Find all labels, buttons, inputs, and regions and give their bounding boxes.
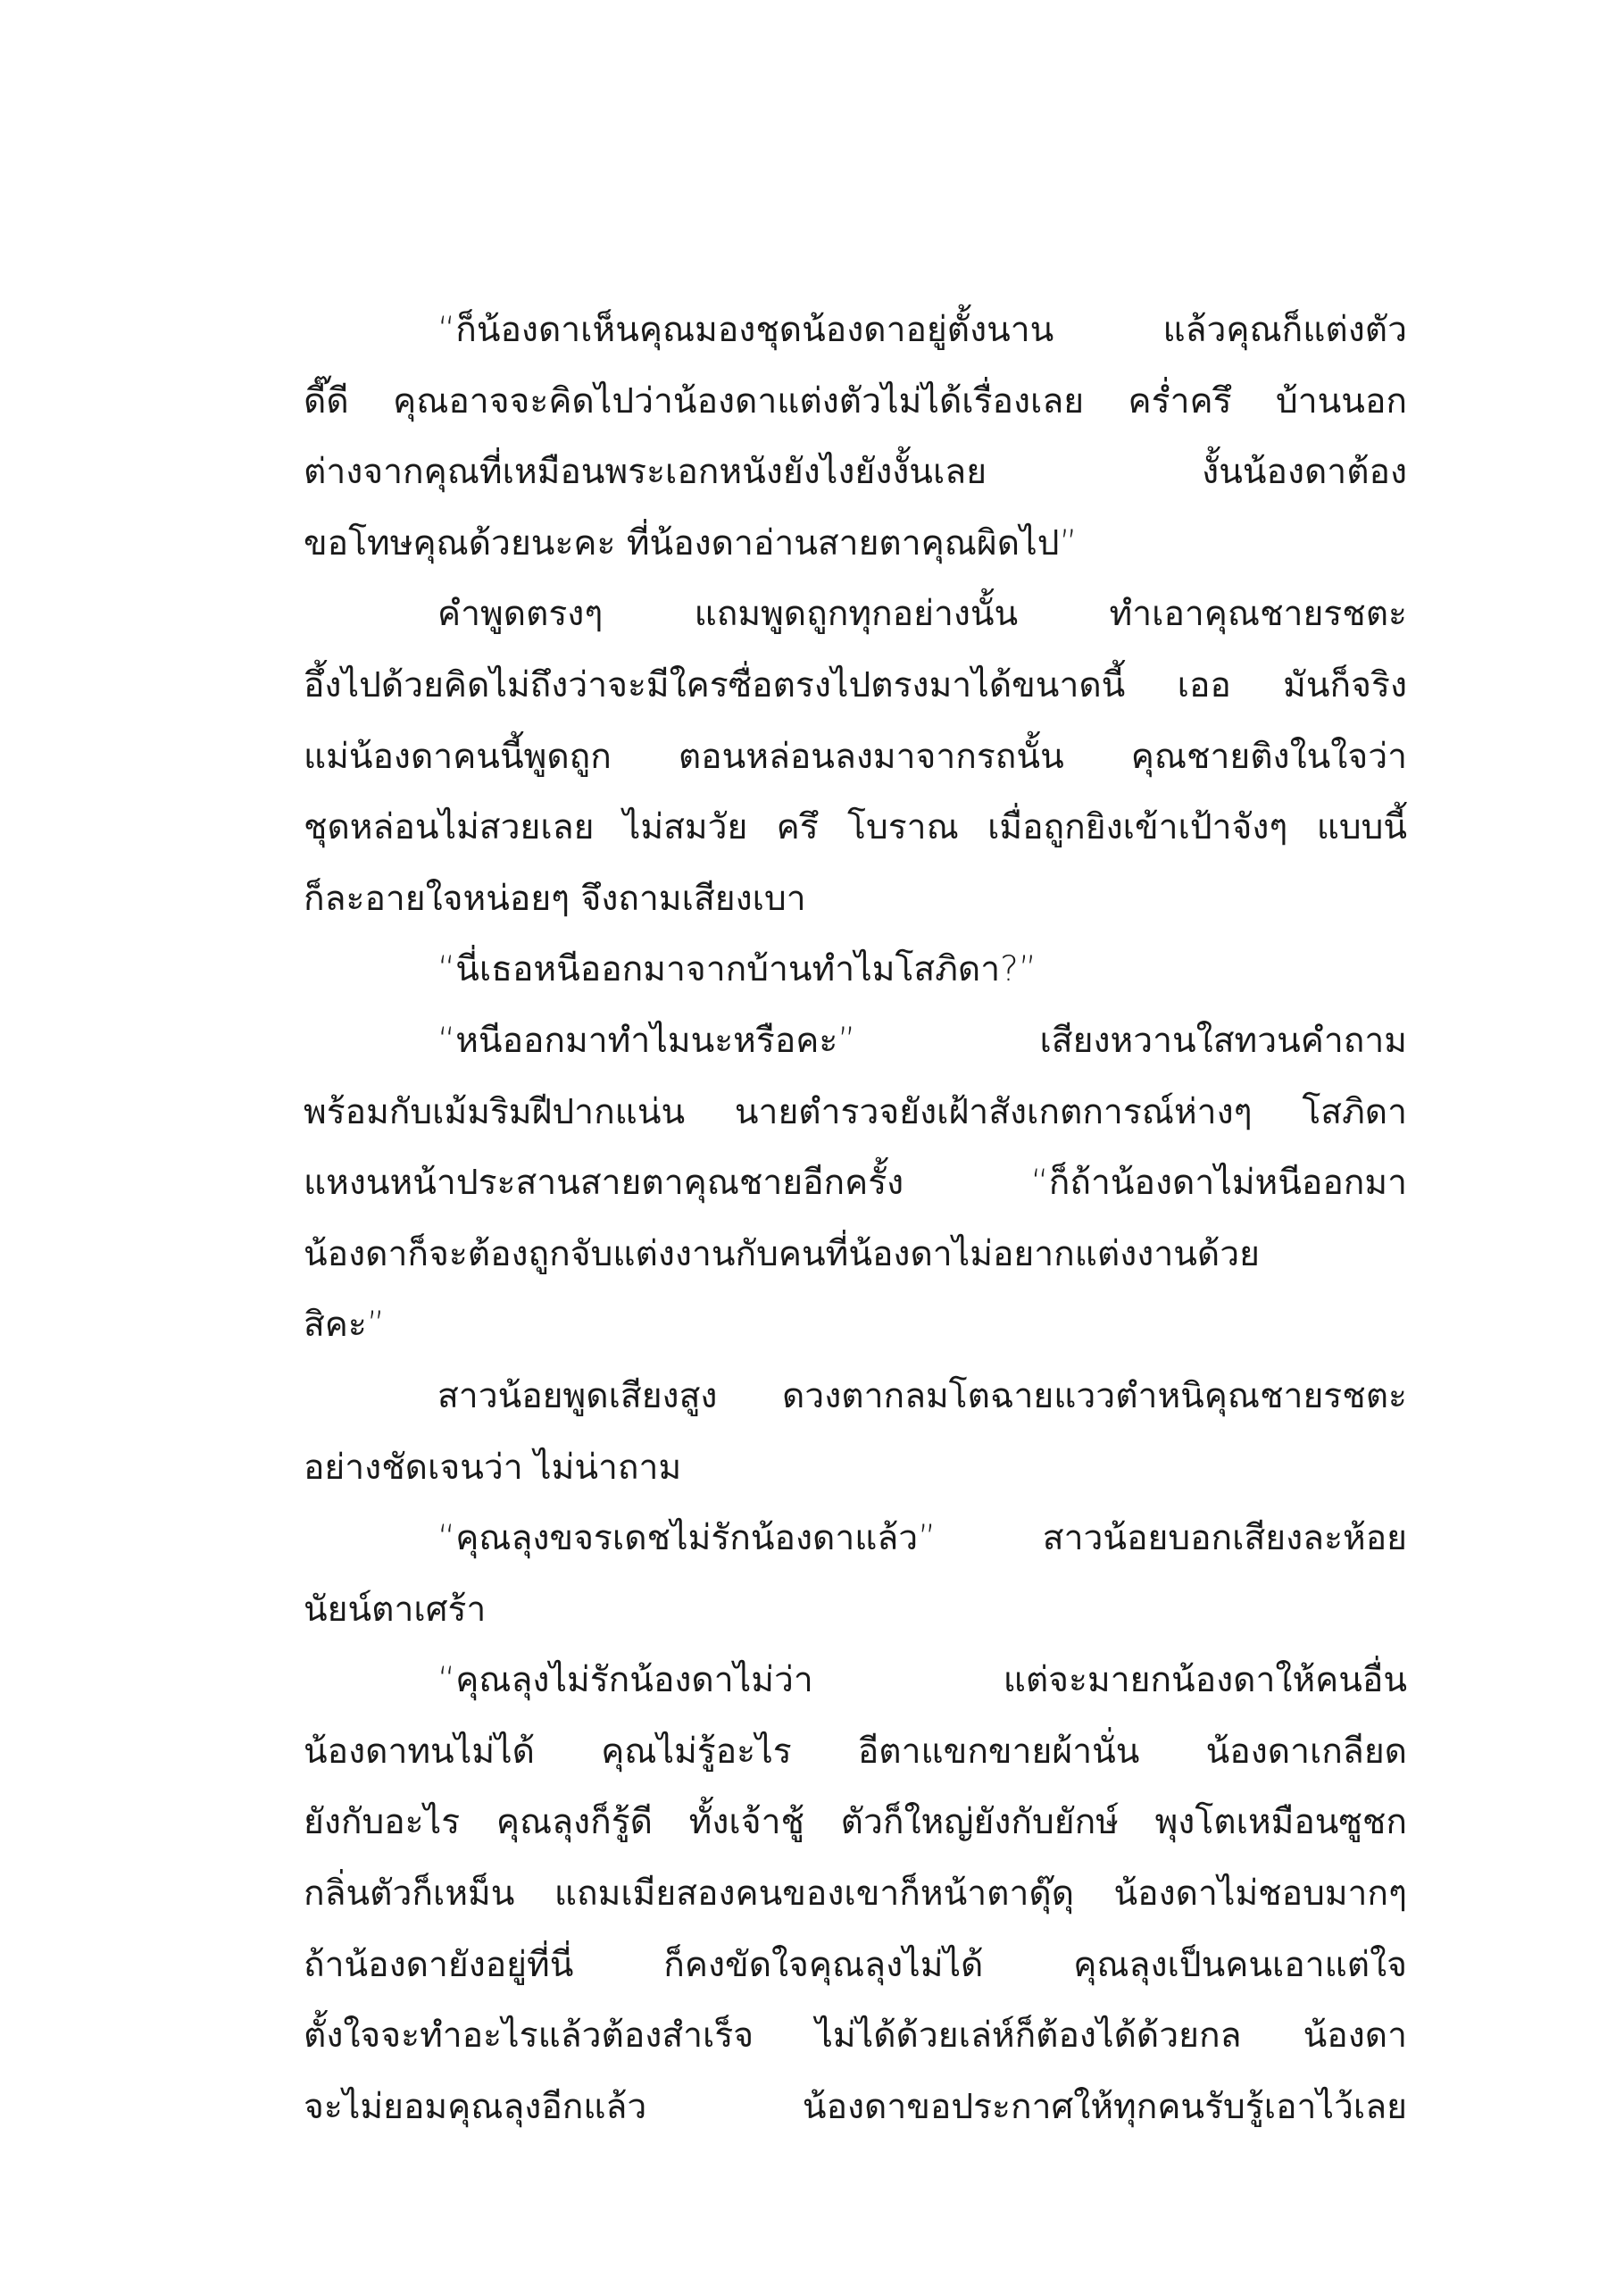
text-line: กลิ่นตัวก็เหม็น แถมเมียสองคนของเขาก็หน้าตาดุ๊ดุ น้องดาไม่ชอบมากๆ (304, 1873, 1407, 1915)
text-line: ต่างจากคุณที่เหมือนพระเอกหนังยังไงยังงั้นเลย งั้นน้องดาต้อง (304, 452, 1407, 493)
body-text (304, 295, 1407, 2142)
text-line: อย่างชัดเจนว่า ไม่น่าถาม (304, 1447, 682, 1488)
text-line: พร้อมกับเม้มริมฝีปากแน่น นายตำรวจยังเฝ้าสังเกตการณ์ห่างๆ โสภิดา (304, 1091, 1407, 1132)
text-line: แม่น้องดาคนนี้พูดถูก ตอนหล่อนลงมาจากรถนั้น คุณชายติงในใจว่า (304, 736, 1407, 777)
text-line: จะไม่ยอมคุณลุงอีกแล้ว น้องดาขอประกาศให้ทุกคนรับรู้เอาไว้เลย (304, 2086, 1407, 2127)
text-line: สิคะ” (304, 1305, 386, 1346)
text-line: คำพูดตรงๆ แถมพูดถูกทุกอย่างนั้น ทำเอาคุณชายรชตะ (437, 594, 1407, 635)
text-line: น้องดาก็จะต้องถูกจับแต่งงานกับคนที่น้องดาไม่อยากแต่งงานด้วย (304, 1233, 1260, 1274)
text-line: “นี่เธอหนีออกมาจากบ้านทำไมโสภิดา?” (437, 949, 1037, 990)
text-line: สาวน้อยพูดเสียงสูง ดวงตากลมโตฉายแววตำหนิคุณชายรชตะ (437, 1375, 1407, 1416)
text-line: “หนีออกมาทำไมนะหรือคะ” เสียงหวานใสทวนคำถาม (437, 1020, 1407, 1061)
text-line: แหงนหน้าประสานสายตาคุณชายอีกครั้ง “ก็ถ้าน้องดาไม่หนีออกมา (304, 1163, 1407, 1204)
text-line: นัยน์ตาเศร้า (304, 1589, 487, 1630)
text-line: ดี๊ดี คุณอาจจะคิดไปว่าน้องดาแต่งตัวไม่ได้เรื่องเลย คร่ำครึ บ้านนอก (304, 380, 1407, 421)
text-line: “ก็น้องดาเห็นคุณมองชุดน้องดาอยู่ตั้งนาน แล้วคุณก็แต่งตัว (437, 310, 1407, 350)
text-line: ชุดหล่อนไม่สวยเลย ไม่สมวัย ครึ โบราณ เมื่อถูกยิงเข้าเป้าจังๆ แบบนี้ (304, 807, 1407, 848)
text-line: ยังกับอะไร คุณลุงก็รู้ดี ทั้งเจ้าชู้ ตัวก็ใหญ่ยังกับยักษ์ พุงโตเหมือนซูชก (304, 1802, 1407, 1843)
text-line: “คุณลุงไม่รักน้องดาไม่ว่า แต่จะมายกน้องดาให้คนอื่น (437, 1660, 1407, 1701)
text-line: ขอโทษคุณด้วยนะคะ ที่น้องดาอ่านสายตาคุณผิดไป” (304, 522, 1078, 563)
text-line: ถ้าน้องดายังอยู่ที่นี่ ก็คงขัดใจคุณลุงไม่ได้ คุณลุงเป็นคนเอาแต่ใจ (304, 1944, 1407, 1985)
text-line: ก็ละอายใจหน่อยๆ จึงถามเสียงเบา (304, 878, 806, 919)
text-line: อึ้งไปด้วยคิดไม่ถึงว่าจะมีใครซื่อตรงไปตรงมาได้ขนาดนี้ เออ มันก็จริง (304, 664, 1407, 705)
text-line: น้องดาทนไม่ได้ คุณไม่รู้อะไร อีตาแขกขายผ้านั่น น้องดาเกลียด (304, 1731, 1407, 1772)
text-line: ตั้งใจจะทำอะไรแล้วต้องสำเร็จ ไม่ได้ด้วยเล่ห์ก็ต้องได้ด้วยกล น้องดา (304, 2015, 1407, 2057)
text-line: “คุณลุงขจรเดชไม่รักน้องดาแล้ว” สาวน้อยบอกเสียงละห้อย (437, 1518, 1407, 1559)
